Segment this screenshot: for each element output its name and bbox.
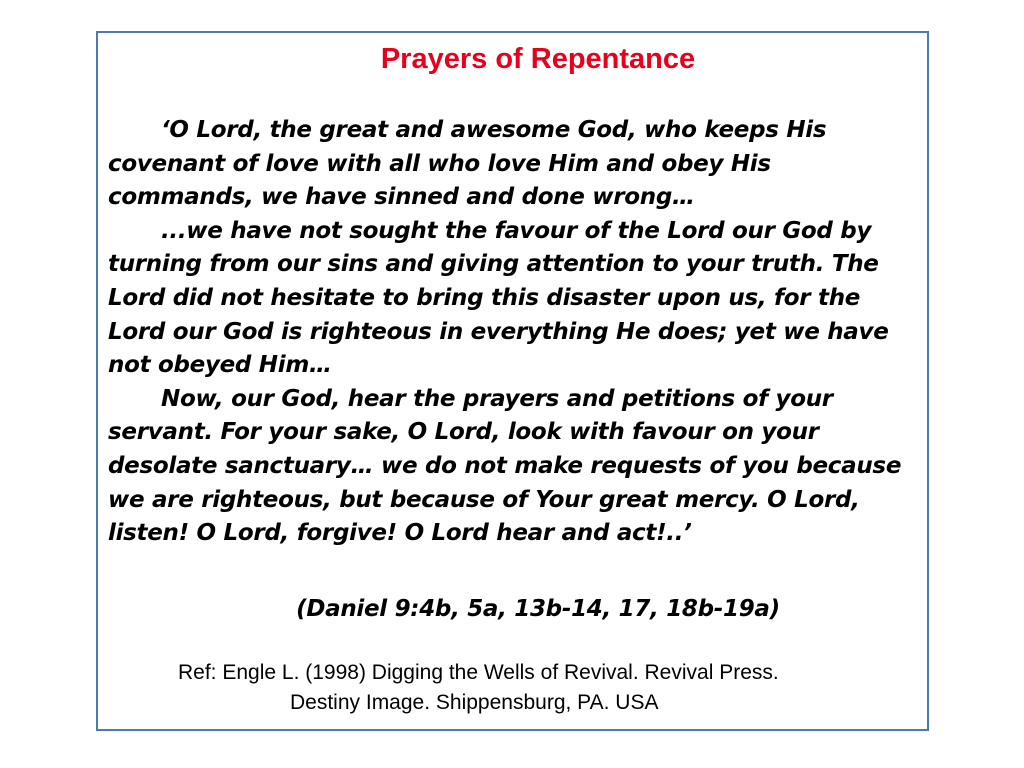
reference-line-1: Ref: Engle L. (1998) Digging the Wells of Revival. Revival Press. <box>178 661 779 684</box>
reference-line-2: Destiny Image. Shippensburg, PA. USA <box>290 691 659 714</box>
scripture-citation: (Daniel 9:4b, 5a, 13b-14, 17, 18b-19a) <box>296 596 780 622</box>
reference <box>108 658 920 718</box>
prayer-paragraph-1: ‘O Lord, the great and awesome God, who keeps His covenant of love with all who love Him and obey His commands, we have sinned and done wrong… <box>108 117 827 211</box>
slide-title: Prayers of Repentance <box>380 43 696 75</box>
prayer-text <box>108 114 920 551</box>
prayer-paragraph-3: Now, our God, hear the prayers and petitions of your servant. For your sake, O Lord, look with favour on your desolate sanctuary… we do not make requests of you because we are righteous, but because of Your great mercy. O Lord, listen! O Lord, forgive! O Lord hear and act!..’ <box>108 385 902 547</box>
prayer-paragraph-2: ...we have not sought the favour of the Lord our God by turning from our sins and giving attention to your truth. The Lord did not hesitate to bring this disaster upon us, for the Lord our God is righteous in everything He does; yet we have not obeyed Him… <box>108 217 889 379</box>
